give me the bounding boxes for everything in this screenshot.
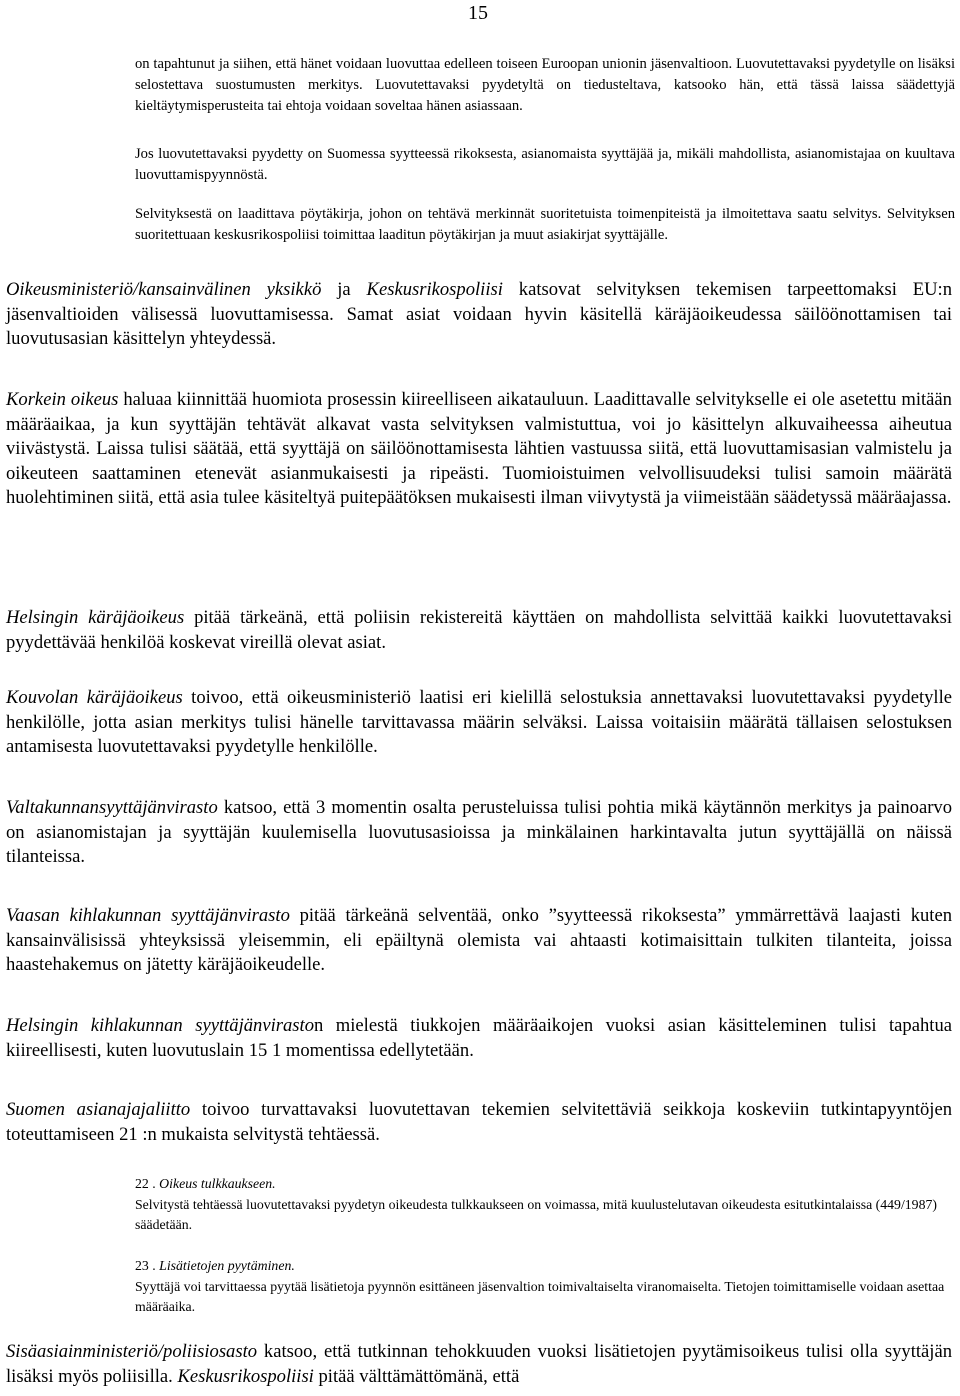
footnote-number: 22 . — [135, 1176, 156, 1191]
statement-text: haluaa kiinnittää huomiota prosessin kiireelliseen aikatauluun. Laadittavalle selvitykselle ei ole asetettu mitään määräaikaa, ja kun syyttäjän tehtävät alkavat vasta selvityksen valmistuttua, voi jo käsittelyn alkuvaiheessa aiheutua viivästystä. Laissa tulisi säätää, että syyttäjä on säilöönottamisesta lähtien vastuussa siitä, että luovuttamisasian valmistelu ja oikeuteen saattaminen etenevät asianmukaisesti ja ripeästi. Tuomioistuimen velvollisuudeksi tulisi samoin määrätä huolehtiminen siitä, että asia tulee käsiteltyä puitepäätöksen mukaisesti ilman viivytystä ja viimeistään säädetyssä määräajassa. — [6, 389, 952, 509]
statement-text: toivoo, että oikeusministeriö laatisi eri kielillä selostuksia annettavaksi luovutettavaksi pyydetylle henkilölle, jotta asian merkitys tulisi hänelle tarvittavassa määrin selväksi. Laissa voitaisiin määrätä tällaisen selostuksen antamisesta luovutettavaksi pyydetylle henkilölle. — [6, 687, 953, 758]
statement-paragraph — [6, 388, 952, 511]
organization-name: Keskusrikospoliisi — [177, 1365, 314, 1387]
quoted-law-paragraph-3: Selvityksestä on laadittava pöytäkirja, johon on tehtävä merkinnät suoritetuista toimenpiteistä ja ilmoitettava saatu selvitys. Selvityksen suoritettuaan keskusrikospoliisi toimittaa laaditun pöytäkirjan ja muut asiakirjat syyttäjälle. — [135, 206, 955, 243]
statement-paragraph — [6, 606, 952, 655]
statement-paragraph — [6, 1340, 952, 1389]
statement-text: pitää tärkeänä, että poliisin rekistereitä käyttäen on mahdollista selvittää kaikki luovutettavaksi pyydettävää henkilöä koskevat vireillä olevat asiat. — [6, 607, 953, 653]
organization-name: Sisäasiainministeriö/poliisiosasto — [6, 1341, 258, 1362]
organization-name: Oikeusministeriö/kansainvälinen yksikkö — [6, 279, 322, 300]
statement-text: katsovat selvityksen tekemisen tarpeettomaksi EU:n jäsenvaltioiden välisessä luovuttamisessa. Samat asiat voidaan hyvin käsitellä käräjäoikeudessa säilöönottamisen tai luovutusasian käsittelyn yhteydessä. — [6, 279, 952, 350]
footnote-text: Syyttäjä voi tarvittaessa pyytää lisätietoja pyynnön esittäneen jäsenvaltion toimivaltaiselta viranomaiselta. Tietojen toimittamiselle voidaan asettaa määräaika. — [135, 1278, 945, 1314]
statement-text: toivoo turvattavaksi luovutettavan tekemien selvitettäviä seikkoja koskeviin tutkintapyyntöjen toteuttamiseen 21 :n mukaista selvitystä tehtäessä. — [6, 1099, 952, 1145]
statement-text: katsoo, että 3 momentin osalta perusteluissa tulisi pohtia mikä käytännön merkitys ja painoarvo on asianomistajan ja syyttäjän kuulemisella luovutusasioissa ja minkälainen harkintavalta jutun syyttäjällä on näissä tilanteissa. — [6, 797, 952, 868]
statement-text: n mielestä tiukkojen määräaikojen vuoksi asian käsitteleminen tulisi tapahtua kiireellisesti, kuten luovutuslain 15 1 momentissa edellytetään. — [6, 1015, 952, 1061]
statement-paragraph — [6, 904, 952, 978]
footnote-number: 23 . — [135, 1258, 156, 1273]
statement-paragraph — [6, 1098, 952, 1147]
quoted-law-paragraph-1: on tapahtunut ja siihen, että hänet voidaan luovuttaa edelleen toiseen Euroopan unionin jäsenvaltioon. Luovutettavaksi pyydetylle on lisäksi selostettava suostumusten merkitys. Luovutettavaksi pyydetyltä on tiedusteltava, katsooko hän, että tässä laissa säädettyjä kieltäytymisperusteita tai ehtoja voidaan soveltaa hänen asiassaan. — [135, 56, 955, 114]
statement-paragraph — [6, 278, 952, 352]
connector-text: ja — [321, 279, 367, 300]
statement-text: katsoo, että tutkinnan tehokkuuden vuoksi lisätietojen pyytämisoikeus tulisi olla syyttäjän lisäksi myös poliisilla. — [6, 1341, 952, 1387]
footnote-text: Selvitystä tehtäessä luovutettavaksi pyydetyn oikeudesta tulkkaukseen on voimassa, mitä kuulustelutavan oikeudesta esitutkintalaissa (449/1987) säädetään. — [135, 1196, 937, 1232]
footnote-title: Oikeus tulkkaukseen. — [159, 1176, 276, 1191]
footnote-title: Lisätietojen pyytäminen. — [159, 1258, 295, 1273]
statement-paragraph — [6, 686, 952, 760]
statement-text: pitää tärkeänä selventää, onko ”syytteessä rikoksesta” ymmärrettävä laajasti kuten kansainvälisissä yhteyksissä yleisemmin, eli epäiltynä olemista vai ahtaasti kotimaisittain tulkiten tilanteita, joissa haastehakemus on jätetty käräjäoikeudelle. — [6, 905, 952, 976]
page-number: 15 — [468, 2, 488, 24]
statement-text: pitää välttämättömänä, että — [313, 1365, 520, 1387]
organization-name: Vaasan kihlakunnan syyttäjänvirasto — [6, 905, 290, 926]
quoted-law-paragraph-2: Jos luovutettavaksi pyydetty on Suomessa syytteessä rikoksesta, asianomaista syyttäjää ja, mikäli mahdollista, asianomistajaa on kuultava luovuttamispyynnöstä. — [135, 146, 955, 183]
organization-name: Keskusrikospoliisi — [366, 279, 503, 300]
organization-name: Helsingin käräjäoikeus — [6, 607, 185, 628]
organization-name: Suomen asianajajaliitto — [6, 1099, 191, 1120]
footnote — [135, 1174, 955, 1236]
footnote — [135, 1256, 955, 1318]
statement-paragraph — [6, 796, 952, 870]
statement-paragraph — [6, 1014, 952, 1063]
organization-name: Korkein oikeus — [6, 389, 119, 410]
organization-name: Kouvolan käräjäoikeus — [6, 687, 183, 708]
organization-name: Helsingin kihlakunnan syyttäjänvirasto — [6, 1015, 314, 1036]
organization-name: Valtakunnansyyttäjänvirasto — [6, 797, 218, 818]
